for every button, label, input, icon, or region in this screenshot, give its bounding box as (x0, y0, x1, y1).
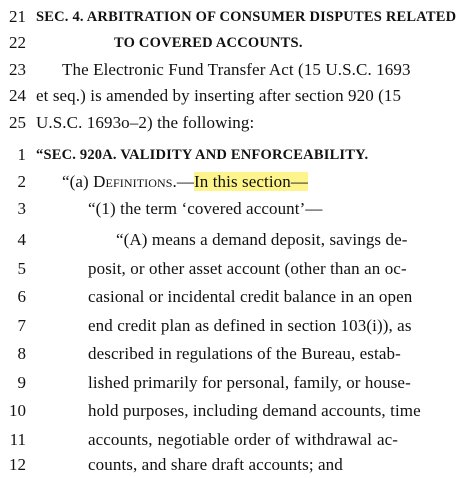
line-number: 3 (17, 199, 26, 218)
text-line (0, 370, 411, 396)
body-text: posit, or other asset account (other than an oc- (88, 259, 407, 278)
line-number: 23 (9, 60, 26, 79)
text-line (0, 110, 407, 136)
text-line (0, 57, 411, 83)
line-number: 25 (9, 113, 26, 132)
line-number: 4 (17, 230, 26, 249)
body-text: hold purposes, including demand accounts, time (88, 401, 421, 420)
line-number: 21 (9, 7, 26, 26)
text-line (0, 284, 413, 310)
text-line (0, 341, 407, 367)
line-number: 7 (17, 316, 26, 335)
line-number: 10 (9, 401, 26, 420)
subsection-heading (62, 169, 308, 195)
text-line (0, 427, 407, 453)
line-number: 6 (17, 287, 26, 306)
line-number: 5 (17, 259, 26, 278)
body-text: The Electronic Fund Transfer Act (15 U.S.C. 1693 (62, 60, 411, 79)
line-number: 24 (9, 86, 26, 105)
body-text: accounts, negotiable order of withdrawal ac- (88, 430, 398, 449)
text-line (0, 196, 407, 222)
body-text: casional or incidental credit balance in an open (88, 287, 413, 306)
highlighted-text[interactable]: In this section— (194, 172, 308, 191)
body-text: U.S.C. 1693o–2) the following: (36, 113, 255, 132)
section-heading-continued: TO COVERED ACCOUNTS. (114, 35, 303, 51)
section-heading: SEC. 4. ARBITRATION OF CONSUMER DISPUTES RELATED (36, 9, 456, 25)
body-text: “(1) the term ‘covered account’— (88, 199, 323, 218)
definitions-label: Definitions (93, 172, 173, 191)
line-number: 1 (17, 145, 26, 164)
text-line (0, 398, 421, 424)
line-number: 9 (17, 373, 26, 392)
body-text: et seq.) is amended by inserting after section 920 (15 (36, 86, 402, 105)
text-line (0, 452, 407, 478)
text-line (0, 142, 407, 168)
line-number: 22 (9, 33, 26, 52)
text-line (0, 30, 407, 56)
line-number: 12 (9, 455, 26, 474)
body-text: end credit plan as defined in section 103(i)), as (88, 316, 412, 335)
line-number: 11 (9, 430, 26, 449)
body-text: described in regulations of the Bureau, estab- (88, 344, 401, 363)
text-line (0, 83, 407, 109)
body-text: “(A) means a demand deposit, savings de- (116, 230, 408, 249)
text-line (0, 227, 407, 253)
line-number: 8 (17, 344, 26, 363)
subsection-prefix: “(a) (62, 172, 94, 191)
text-line (0, 4, 456, 30)
body-text: counts, and share draft accounts; and (88, 455, 343, 474)
text-line (0, 256, 407, 282)
text-line (0, 313, 412, 339)
em-dash: .— (172, 172, 194, 191)
new-section-heading: “SEC. 920A. VALIDITY AND ENFORCEABILITY. (36, 147, 369, 163)
line-number: 2 (17, 172, 26, 191)
text-line (0, 169, 407, 195)
body-text: lished primarily for personal, family, or house- (88, 373, 411, 392)
